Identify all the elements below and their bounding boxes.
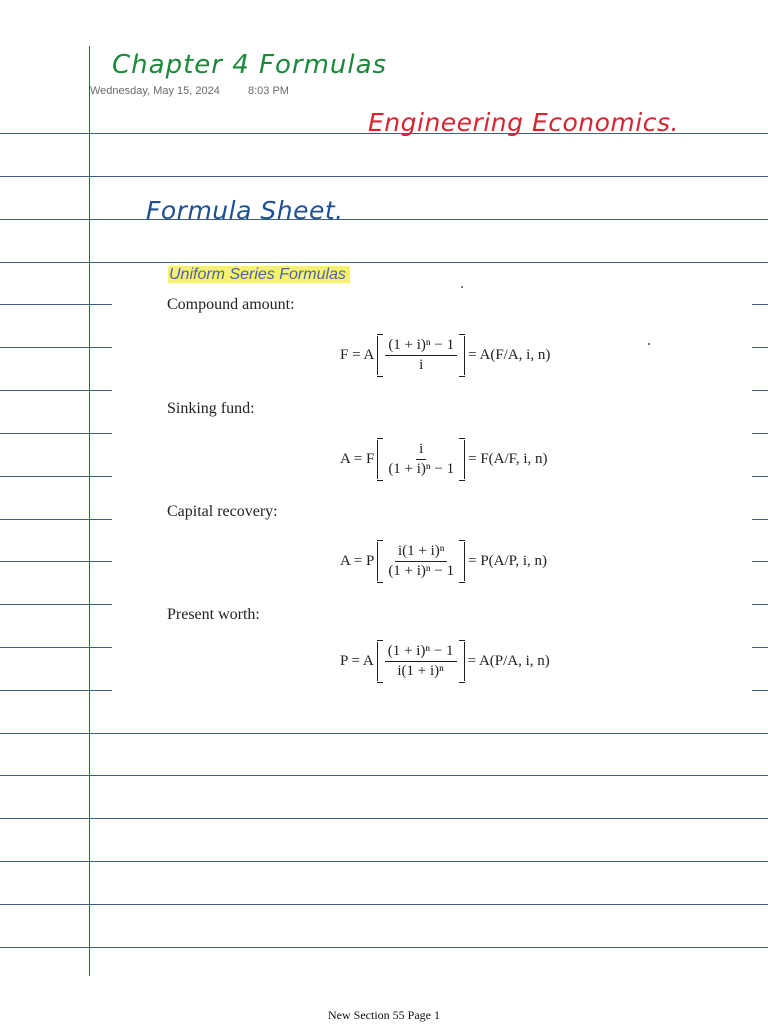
formula-bracket	[377, 440, 465, 479]
stray-dot	[461, 286, 463, 288]
denominator: (1 + i)ⁿ − 1	[388, 461, 455, 477]
formula-label: Sinking fund:	[167, 400, 255, 417]
fraction	[381, 542, 461, 581]
formula-rhs: = P(A/P, i, n)	[468, 553, 548, 569]
formula-lhs: A = F	[340, 451, 375, 467]
fraction	[381, 440, 461, 479]
denominator: i(1 + i)ⁿ	[397, 663, 444, 679]
page-footer: New Section 55 Page 1	[328, 1008, 440, 1022]
numerator: (1 + i)ⁿ − 1	[385, 336, 457, 356]
highlighted-heading: Uniform Series Formulas	[168, 266, 350, 283]
note-date: Wednesday, May 15, 2024	[90, 85, 220, 97]
note-time: 8:03 PM	[248, 85, 289, 97]
formula-sheet-heading: Formula Sheet.	[146, 196, 344, 225]
stray-dot	[648, 343, 650, 345]
formula-capital-recovery	[340, 542, 547, 581]
subject-title: Engineering Economics.	[368, 108, 679, 137]
margin-line	[89, 46, 90, 976]
ruled-line	[0, 947, 768, 948]
formula-lhs: A = P	[340, 553, 375, 569]
ruled-line	[0, 775, 768, 776]
ruled-line	[0, 904, 768, 905]
ruled-line	[0, 861, 768, 862]
denominator: i	[419, 357, 424, 373]
formula-label: Capital recovery:	[167, 503, 278, 520]
ruled-line	[0, 176, 768, 177]
formula-rhs: = A(P/A, i, n)	[467, 653, 550, 669]
formula-bracket	[377, 336, 465, 375]
formula-bracket	[377, 542, 465, 581]
denominator: (1 + i)ⁿ − 1	[388, 563, 455, 579]
ruled-line	[0, 219, 768, 220]
formula-label: Compound amount:	[167, 296, 295, 313]
formula-bracket	[377, 642, 465, 681]
pasted-image	[112, 265, 752, 693]
fraction	[381, 336, 461, 375]
formula-sinking-fund	[340, 440, 547, 479]
ruled-line	[0, 818, 768, 819]
formula-compound-amount	[340, 336, 550, 375]
formula-lhs: P = A	[340, 653, 374, 669]
ruled-line	[0, 733, 768, 734]
formula-rhs: = F(A/F, i, n)	[468, 451, 548, 467]
numerator: i	[416, 440, 426, 460]
section-heading	[168, 266, 350, 284]
numerator: i(1 + i)ⁿ	[395, 542, 448, 562]
formula-label: Present worth:	[167, 606, 260, 623]
numerator: (1 + i)ⁿ − 1	[385, 642, 457, 662]
formula-present-worth	[340, 642, 550, 681]
ruled-line	[0, 262, 768, 263]
page-title: Chapter 4 Formulas	[112, 50, 388, 80]
fraction	[381, 642, 461, 681]
formula-lhs: F = A	[340, 347, 375, 363]
formula-rhs: = A(F/A, i, n)	[468, 347, 551, 363]
